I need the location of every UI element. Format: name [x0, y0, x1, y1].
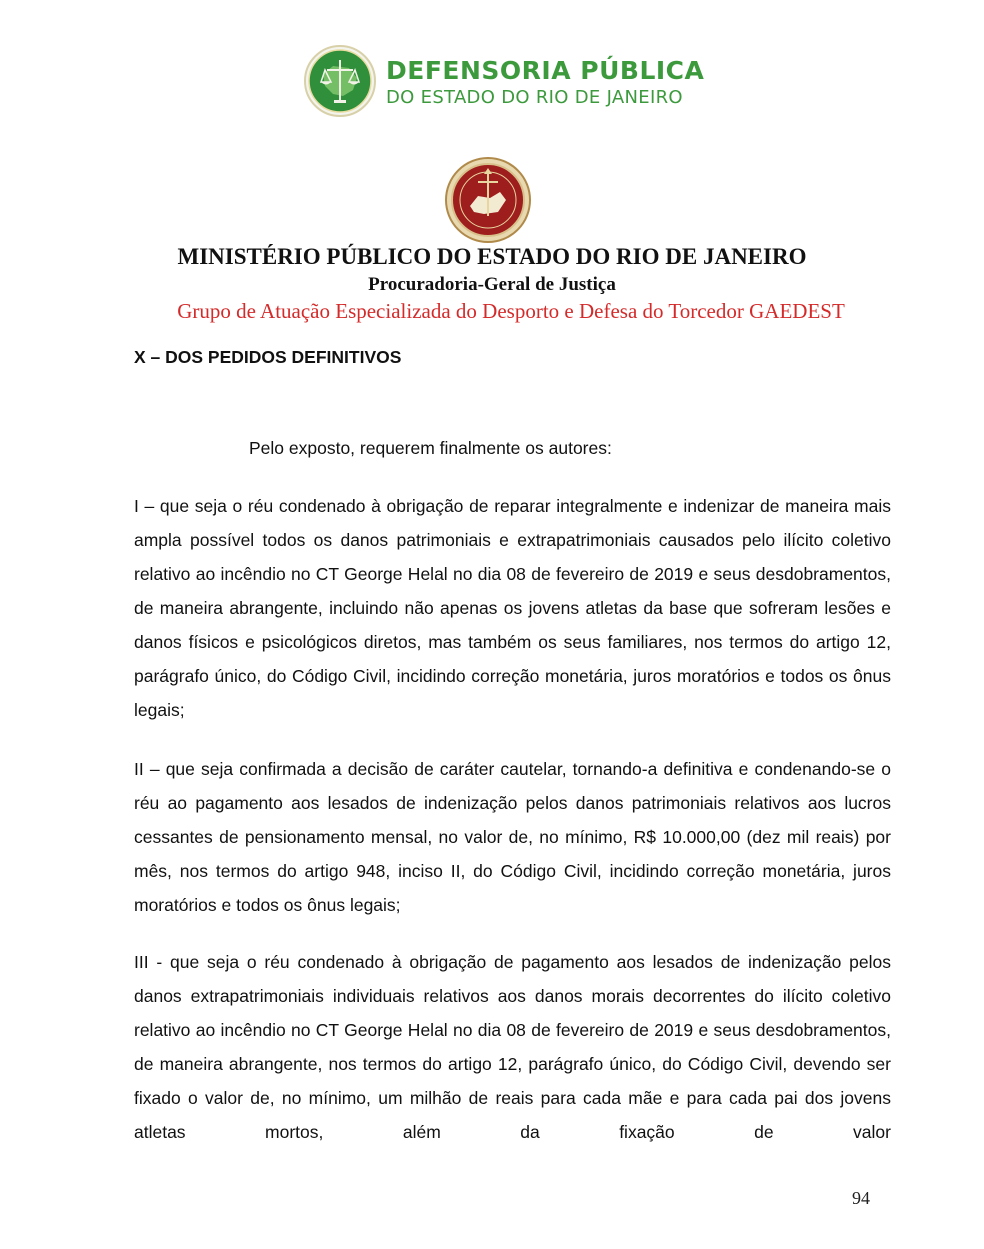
mp-group-name: Grupo de Atuação Especializada do Desporto e Defesa do Torcedor GAEDEST	[177, 299, 845, 323]
paragraph-item-iii: III - que seja o réu condenado à obrigação de pagamento aos lesados de indenização pelos danos extrapatrimoniais individuais relativos aos danos morais decorrentes do ilícito coletivo relativo ao incêndio no CT George Helal no dia 08 de fevereiro de 2019 e seus desdobramentos, de maneira abrangente, nos termos do artigo 12, parágrafo único, do Código Civil, devendo ser fixado o valor de, no mínimo, um milhão de reais para cada mãe e para cada pai dos jovens atletas mortos, além da fixação de valor	[134, 952, 891, 1142]
ministerio-publico-seal-icon	[444, 156, 532, 244]
mp-title: MINISTÉRIO PÚBLICO DO ESTADO DO RIO DE JANEIRO	[177, 244, 807, 269]
intro-text: Pelo exposto, requerem finalmente os autores:	[249, 438, 612, 458]
defensoria-title: DEFENSORIA PÚBLICA	[386, 56, 705, 85]
defensoria-subtitle: DO ESTADO DO RIO DE JANEIRO	[386, 87, 683, 108]
paragraph-item-ii: II – que seja confirmada a decisão de caráter cautelar, tornando-a definitiva e condenando-se o réu ao pagamento aos lesados de indenização pelos danos patrimoniais relativos aos lucros cessantes de pensionamento mensal, no valor de, no mínimo, R$ 10.000,00 (dez mil reais) por mês, nos termos do artigo 948, inciso II, do Código Civil, incidindo correção monetária, juros moratórios e todos os ônus legais;	[134, 759, 891, 915]
page-number: 94	[852, 1188, 870, 1208]
paragraph-item-i: I – que seja o réu condenado à obrigação de reparar integralmente e indenizar de maneira mais ampla possível todos os danos patrimoniais e extrapatrimoniais causados pelo ilícito coletivo relativo ao incêndio no CT George Helal no dia 08 de fevereiro de 2019 e seus desdobramentos, de maneira abrangente, incluindo não apenas os jovens atletas da base que sofreram lesões e danos físicos e psicológicos diretos, mas também os seus familiares, nos termos do artigo 12, parágrafo único, do Código Civil, incidindo correção monetária, juros moratórios e todos os ônus legais;	[134, 496, 891, 720]
defensoria-logo-icon	[303, 44, 377, 118]
mp-subtitle: Procuradoria-Geral de Justiça	[368, 274, 616, 295]
defensoria-header	[303, 44, 743, 120]
section-title: X – DOS PEDIDOS DEFINITIVOS	[134, 347, 402, 367]
